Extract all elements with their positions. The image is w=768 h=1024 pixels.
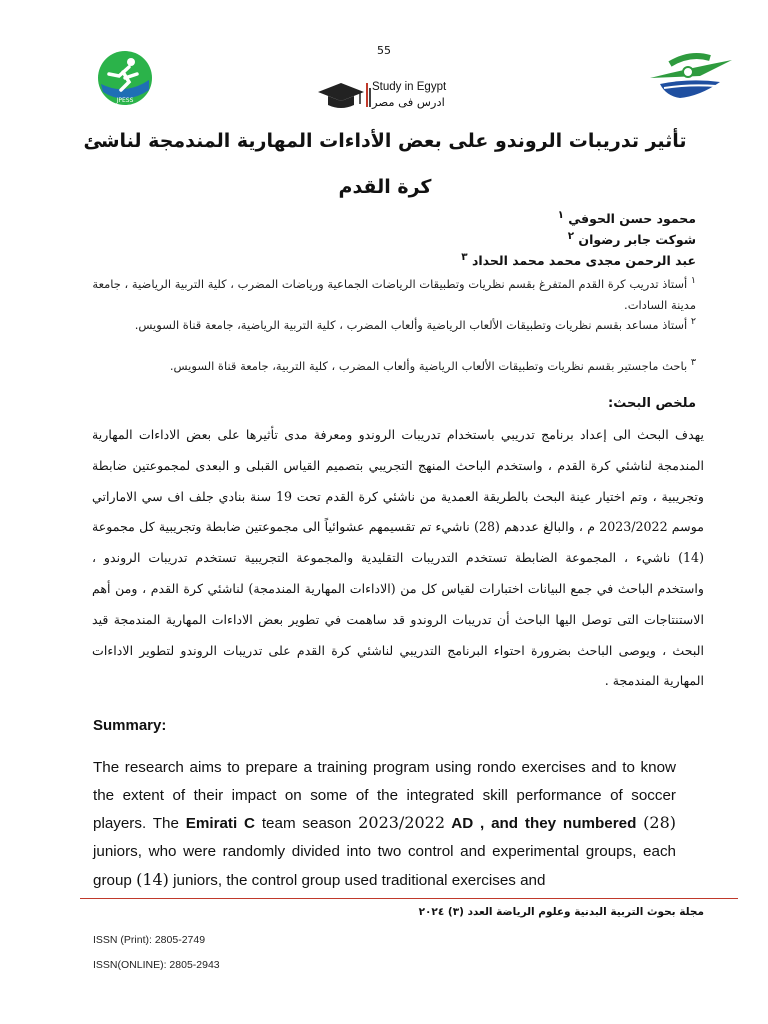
- suez-canal-university-logo: [640, 48, 740, 106]
- author-2-name: شوكت جابر رضوان: [578, 232, 696, 248]
- study-logo-flag-dark: [369, 88, 371, 107]
- summary-text-1: The research aims to prepare a training program using rondo exercises and to know the extent of their impact on some of the integrated skill performance of soccer players. The: [93, 759, 676, 833]
- summary-heading-colon: :: [161, 717, 167, 734]
- summary-heading-label: Summary: [93, 717, 162, 734]
- summary-heading: [93, 717, 166, 734]
- author-2-sup: ٢: [567, 230, 575, 242]
- author-3: [461, 251, 696, 268]
- affiliation-1-sup: ١: [690, 275, 696, 286]
- author-3-sup: ٣: [461, 251, 468, 263]
- affiliation-1-text: أستاذ تدريب كرة القدم المتفرغ بقسم نظريات وتطبيقات الرياضات الجماعية ورياضات المضرب ، كلية التربية الرياضية ، جامعة مدينة السادات.: [92, 276, 696, 312]
- affiliation-1: [64, 270, 696, 316]
- author-2: [568, 230, 696, 247]
- author-1-name: محمود حسن الحوفي: [568, 211, 696, 227]
- footer-rule: [80, 898, 738, 899]
- paper-title: تأثير تدريبات الروندو على بعض الأداءات المهارية المندمجة لناشئ كرة القدم: [83, 130, 687, 198]
- summary-text-3: team season: [255, 815, 359, 833]
- journal-name: مجلة بحوث التربية البدنية وعلوم الرياضة العدد (٣) ٢٠٢٤: [418, 906, 704, 918]
- affiliation-2: [64, 311, 696, 336]
- affiliation-3-text: باحث ماجستير بقسم نظريات وتطبيقات الألعاب الرياضية وألعاب المضرب ، كلية التربية، جامعة قناة السويس.: [169, 358, 688, 373]
- study-logo-text-en: Study in Egypt: [372, 81, 447, 93]
- author-1-sup: ١: [557, 209, 564, 221]
- affiliation-2-text: أستاذ مساعد بقسم نظريات وتطبيقات الألعاب الرياضية وألعاب المضرب ، كلية التربية الرياضية، جامعة قناة السويس.: [134, 317, 688, 332]
- summary-season: 2023/2022: [358, 813, 446, 833]
- abstract-ar: يهدف البحث الى إعداد برنامج تدريبي باستخدام تدريبات الروندو ومعرفة مدى تأثيرها على بعض الاداءات المهارية المندمجة لناشئي كرة القدم ، واستخدم الباحث المنهج التجريبي بتصميم القياس القبلى و البعدى لمجموعتين ضابطة وتجريبية ، وتم اختيار عينة البحث بالطريقة العمدية من ناشئي كرة القدم تحت 19 سنة بنادي جلف اف سي الاماراتي موسم 2023/2022 م ، والبالغ عددهم (28) ناشيء تم تقسيمهم عشوائياً الى مجموعتين ضابطة وتجريبية كل مجموعة (14) ناشيء ، المجموعة الضابطة تستخدم التدريبات التقليدية والمجموعة التجريبية تستخدم تدريبات الروندو ، واستخدم الباحث في جمع البيانات اختبارات لقياس كل من (الاداءات المهارية المندمجة) لناشئي كرة القدم ، ومن أهم الاستنتاجات التى توصل اليها الباحث أن تدريبات الروندو قد ساهمت في تطوير بعض الاداءات المهارية المندمجة قيد البحث ، ويوصى الباحث بضرورة احتواء البرنامج التدريبي لناشئي كرة القدم على تدريبات الروندو لتطوير الاداءات المهارية المندمجة .: [92, 427, 705, 689]
- jpess-logo-text: JPESS: [116, 97, 134, 104]
- issn-online: ISSN(ONLINE): 2805-2943: [93, 959, 220, 971]
- summary-text-6: juniors, the control group used traditional exercises and: [168, 871, 546, 889]
- study-logo-flag-red: [366, 83, 368, 107]
- author-1: [558, 209, 696, 226]
- summary-n14: (14): [136, 869, 169, 889]
- study-logo-text-ar: ادرس فى مصر: [372, 95, 445, 109]
- issn-print: ISSN (Print): 2805-2749: [93, 934, 206, 946]
- summary-en: [93, 754, 676, 895]
- affiliation-3-sup: ٣: [690, 357, 696, 368]
- summary-n28: (28): [643, 813, 676, 833]
- page-number: 55: [377, 44, 391, 57]
- summary-c: C: [244, 815, 256, 833]
- affiliation-3: [64, 352, 696, 377]
- summary-text-5: juniors, who were randomly divided into two control and experimental groups, each group: [93, 843, 676, 889]
- affiliation-2-sup: ٢: [690, 316, 696, 327]
- summary-text-4: AD , and they numbered: [445, 815, 644, 833]
- jpess-logo: [95, 50, 155, 108]
- summary-emirati: Emirati: [185, 815, 238, 833]
- abstract-heading-ar: ملخص البحث:: [608, 396, 696, 411]
- author-3-name: عبد الرحمن مجدى محمد محمد الحداد: [471, 253, 696, 269]
